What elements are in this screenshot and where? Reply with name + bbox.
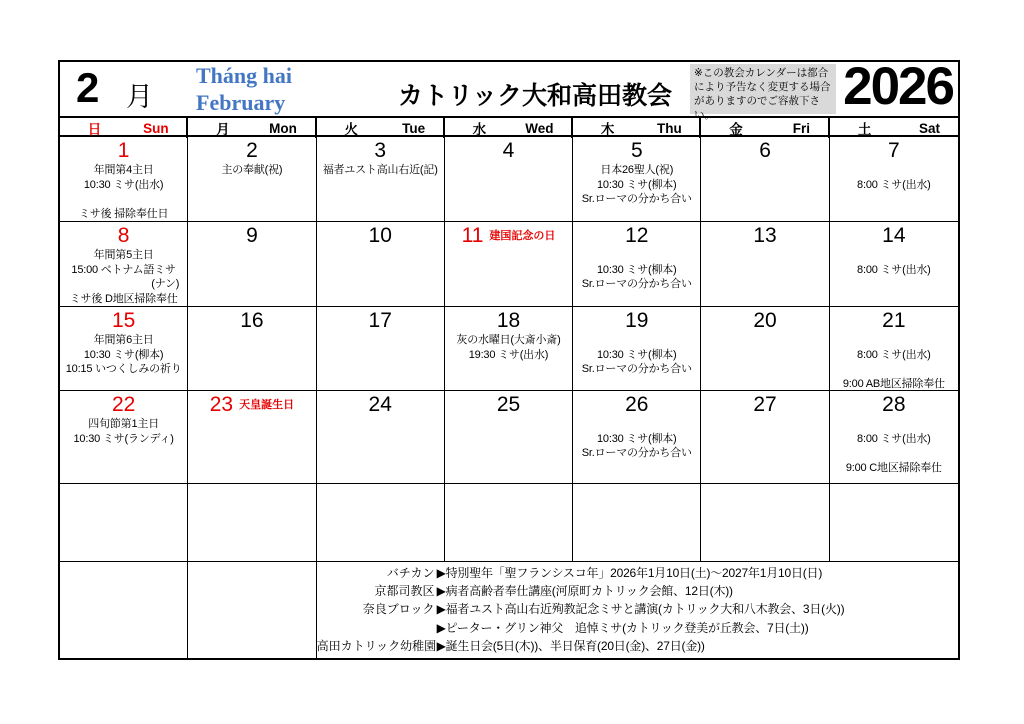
- day-number-text: 26: [625, 393, 649, 416]
- footer-note-row: [317, 619, 958, 637]
- day-number: [188, 392, 315, 418]
- event-line: 灰の水曜日(大斎小斎): [456, 334, 561, 346]
- calendar-grid: [60, 137, 958, 562]
- footer-notes: [317, 562, 958, 658]
- empty-day-cell: [701, 484, 829, 562]
- event-line: [830, 446, 958, 461]
- day-cell-19: [573, 307, 701, 391]
- footer-note-row: [317, 600, 958, 618]
- day-number: [60, 308, 187, 333]
- holiday-label: 建国記念の日: [489, 230, 556, 242]
- day-number: [573, 308, 700, 333]
- event-line: 19:30 ミサ(出水): [468, 348, 549, 361]
- day-cell-9: [188, 222, 316, 307]
- day-cell-11: [445, 222, 573, 307]
- day-number-text: 25: [496, 393, 521, 416]
- weekday-cell-wed: [445, 118, 573, 138]
- event-line: [573, 248, 700, 263]
- day-number-text: 8: [117, 224, 130, 247]
- day-number: [188, 308, 315, 333]
- weekday-english: Mon: [269, 120, 297, 136]
- event-line: [830, 163, 958, 178]
- day-cell-21: [830, 307, 958, 391]
- event-line: 8:00 ミサ(出水): [857, 432, 931, 445]
- event-line: 8:00 ミサ(出水): [857, 348, 931, 361]
- footer-note-text: ▶誕生日会(5日(木))、半日保育(20日(金)、27日(金)): [436, 638, 705, 653]
- day-number-text: 15: [111, 309, 136, 332]
- footer-empty-cell-2: [188, 562, 316, 658]
- event-line: Sr.ローマの分かち合い: [581, 363, 692, 375]
- weekday-english: Sat: [919, 120, 941, 136]
- empty-day-cell: [188, 484, 316, 562]
- empty-day-cell: [573, 484, 701, 562]
- event-line: 四旬節第1主日: [88, 418, 159, 430]
- footer-note-text: ▶福者ユスト高山右近殉教記念ミサと講演(カトリック大和八木教会、3日(火)): [436, 602, 845, 617]
- weekday-english: Tue: [402, 120, 426, 136]
- weekday-header-row: [60, 118, 958, 137]
- day-number: [830, 223, 958, 248]
- day-cell-16: [188, 307, 316, 391]
- day-number: [188, 223, 315, 248]
- day-number: [701, 138, 828, 163]
- footer-row: [60, 562, 958, 658]
- day-number: [188, 138, 315, 163]
- day-number-text: 12: [625, 224, 649, 247]
- event-line: [830, 333, 958, 348]
- day-number-text: 14: [882, 224, 906, 247]
- day-cell-5: [573, 137, 701, 222]
- title-header: [60, 57, 958, 121]
- day-number-text: 1: [117, 139, 130, 162]
- footer-note-row: [317, 582, 958, 600]
- day-number-text: 4: [502, 139, 515, 162]
- event-line: Sr.ローマの分かち合い: [581, 278, 692, 290]
- event-line: 主の奉献(祝): [221, 164, 283, 176]
- day-number-text: 17: [368, 309, 392, 332]
- day-number: [317, 392, 444, 417]
- day-number-text: 18: [496, 309, 521, 332]
- day-number: [445, 223, 572, 249]
- event-line: [60, 192, 187, 207]
- day-cell-14: [830, 222, 958, 307]
- day-number-text: 16: [240, 309, 264, 332]
- weekday-english: Thu: [657, 120, 682, 136]
- day-number-text: 3: [374, 139, 387, 162]
- day-cell-28: [830, 391, 958, 484]
- day-cell-22: [60, 391, 188, 484]
- weekday-cell-fri: [701, 118, 829, 138]
- event-line: 福者ユスト高山右近(記): [322, 164, 438, 176]
- month-number: 2: [76, 64, 99, 111]
- day-number-text: 11: [461, 224, 484, 247]
- empty-day-cell: [445, 484, 573, 562]
- day-cell-26: [573, 391, 701, 484]
- day-number-text: 20: [753, 309, 777, 332]
- empty-day-cell: [317, 484, 445, 562]
- weekday-kanji: 日: [87, 122, 102, 137]
- church-title: カトリック大和高田教会: [397, 82, 672, 110]
- day-number: [60, 392, 187, 417]
- day-number-text: 28: [882, 393, 906, 416]
- weekday-kanji: 金: [729, 122, 743, 137]
- weekday-kanji: 月: [216, 122, 230, 137]
- day-number-text: 6: [759, 139, 771, 162]
- event-line: 9:00 AB地区掃除奉仕: [842, 377, 945, 390]
- event-line: 年間第5主日: [93, 249, 154, 261]
- day-number-text: 9: [246, 224, 258, 247]
- event-line: 8:00 ミサ(出水): [857, 178, 931, 191]
- event-line: 9:00 C地区掃除奉仕: [845, 461, 942, 474]
- day-number: [830, 392, 958, 417]
- day-cell-18: [445, 307, 573, 391]
- holiday-label: 天皇誕生日: [239, 399, 295, 411]
- day-number: [830, 308, 958, 333]
- event-line: [830, 362, 958, 377]
- event-line: 10:30 ミサ(柳本): [597, 263, 677, 276]
- day-number: [60, 138, 187, 163]
- event-line: (ナン): [151, 278, 180, 290]
- event-line: 10:30 ミサ(柳本): [597, 432, 677, 445]
- day-number: [445, 308, 572, 333]
- day-cell-3: [317, 137, 445, 222]
- footer-note-row: [317, 564, 958, 582]
- day-cell-4: [445, 137, 573, 222]
- footer-note-label: バチカン: [386, 566, 435, 580]
- day-number-text: 10: [368, 224, 392, 247]
- footer-note-text: ▶特別聖年「聖フランシスコ年」2026年1月10日(土)～2027年1月10日(日): [436, 566, 823, 580]
- footer-note-text: ▶ピーター・グリン神父 追悼ミサ(カトリック登美が丘教会、7日(土)): [436, 620, 809, 635]
- day-cell-23: [188, 391, 316, 484]
- month-name-vietnamese: Tháng hai: [196, 63, 292, 88]
- weekday-kanji: 火: [344, 122, 358, 137]
- event-line: 10:30 ミサ(ランディ): [73, 432, 174, 445]
- footer-note-label: 高田カトリック幼稚園: [316, 638, 437, 653]
- day-number: [573, 138, 700, 163]
- day-number-text: 21: [882, 309, 906, 332]
- weekday-cell-tue: [317, 118, 445, 138]
- footer-note-row: [317, 637, 958, 655]
- day-cell-15: [60, 307, 188, 391]
- empty-day-cell: [830, 484, 958, 562]
- day-cell-12: [573, 222, 701, 307]
- day-cell-7: [830, 137, 958, 222]
- event-line: 10:30 ミサ(柳本): [597, 348, 677, 361]
- day-cell-2: [188, 137, 316, 222]
- weekday-english: Fri: [792, 120, 811, 136]
- day-number-text: 19: [625, 309, 649, 332]
- footer-note-label: 奈良ブロック: [362, 602, 435, 617]
- event-line: 15:00 ベトナム語ミサ: [71, 263, 176, 276]
- day-number-text: 23: [209, 393, 234, 416]
- event-line: [830, 248, 958, 263]
- day-cell-8: [60, 222, 188, 307]
- month-name-english: February: [196, 90, 286, 115]
- weekday-cell-sat: [830, 118, 958, 138]
- day-number: [701, 392, 828, 417]
- event-line: ミサ後 掃除奉仕日: [79, 207, 169, 220]
- event-line: 10:30 ミサ(柳本): [83, 348, 164, 361]
- day-cell-13: [701, 222, 829, 307]
- day-number-text: 24: [368, 393, 392, 416]
- event-line: 8:00 ミサ(出水): [857, 263, 931, 276]
- day-number: [830, 138, 958, 163]
- event-line: 10:30 ミサ(柳本): [597, 178, 677, 191]
- year-label: 2026: [843, 57, 953, 116]
- day-number: [573, 223, 700, 248]
- day-cell-10: [317, 222, 445, 307]
- event-line: Sr.ローマの分かち合い: [581, 193, 692, 205]
- day-cell-1: [60, 137, 188, 222]
- weekday-cell-thu: [573, 118, 701, 138]
- event-line: [573, 417, 700, 432]
- day-number-text: 13: [753, 224, 777, 247]
- event-line: 10:30 ミサ(出水): [83, 178, 164, 191]
- footer-note-label: [317, 619, 435, 637]
- day-number: [445, 392, 572, 417]
- day-number: [573, 392, 700, 417]
- weekday-kanji: 木: [600, 122, 615, 137]
- day-number: [701, 308, 828, 333]
- footer-note-label: 京都司教区: [374, 584, 435, 599]
- day-cell-17: [317, 307, 445, 391]
- weekday-cell-mon: [188, 118, 316, 138]
- event-line: 10:15 いつくしみの祈り: [65, 363, 182, 375]
- event-line: 日本26聖人(祝): [600, 164, 674, 176]
- empty-day-cell: [60, 484, 188, 562]
- day-number-text: 5: [630, 139, 643, 162]
- day-number: [317, 308, 444, 333]
- event-line: ミサ後 D地区掃除奉仕: [69, 292, 178, 305]
- day-cell-25: [445, 391, 573, 484]
- event-line: Sr.ローマの分かち合い: [581, 447, 692, 459]
- event-line: 年間第4主日: [93, 164, 154, 176]
- weekday-english: Wed: [525, 120, 554, 136]
- disclaimer-notice: ※この教会カレンダーは都合により予告なく変更する場合がありますのでご容赦下さい。: [690, 64, 836, 114]
- day-number: [445, 138, 572, 163]
- calendar-table: [58, 57, 960, 660]
- day-number: [317, 223, 444, 248]
- day-number-text: 7: [888, 139, 900, 162]
- day-number: [701, 223, 828, 248]
- day-cell-6: [701, 137, 829, 222]
- day-number-text: 2: [246, 139, 258, 162]
- day-cell-20: [701, 307, 829, 391]
- weekday-kanji: 水: [472, 122, 487, 137]
- event-line: [830, 417, 958, 432]
- month-name-vietnamese-english: [196, 62, 292, 116]
- weekday-english: Sun: [143, 120, 169, 136]
- day-number: [317, 138, 444, 163]
- event-line: 年間第6主日: [93, 334, 154, 346]
- event-line: [573, 333, 700, 348]
- weekday-cell-sun: [60, 118, 188, 138]
- weekday-kanji: 土: [857, 122, 872, 137]
- day-cell-24: [317, 391, 445, 484]
- footer-empty-cell-1: [60, 562, 188, 658]
- day-cell-27: [701, 391, 829, 484]
- month-kanji: 月: [126, 82, 153, 112]
- day-number-text: 22: [111, 393, 136, 416]
- day-number: [60, 223, 187, 248]
- day-number-text: 27: [753, 393, 777, 416]
- footer-note-text: ▶病者高齢者奉仕講座(河原町カトリック会館、12日(木)): [436, 584, 733, 599]
